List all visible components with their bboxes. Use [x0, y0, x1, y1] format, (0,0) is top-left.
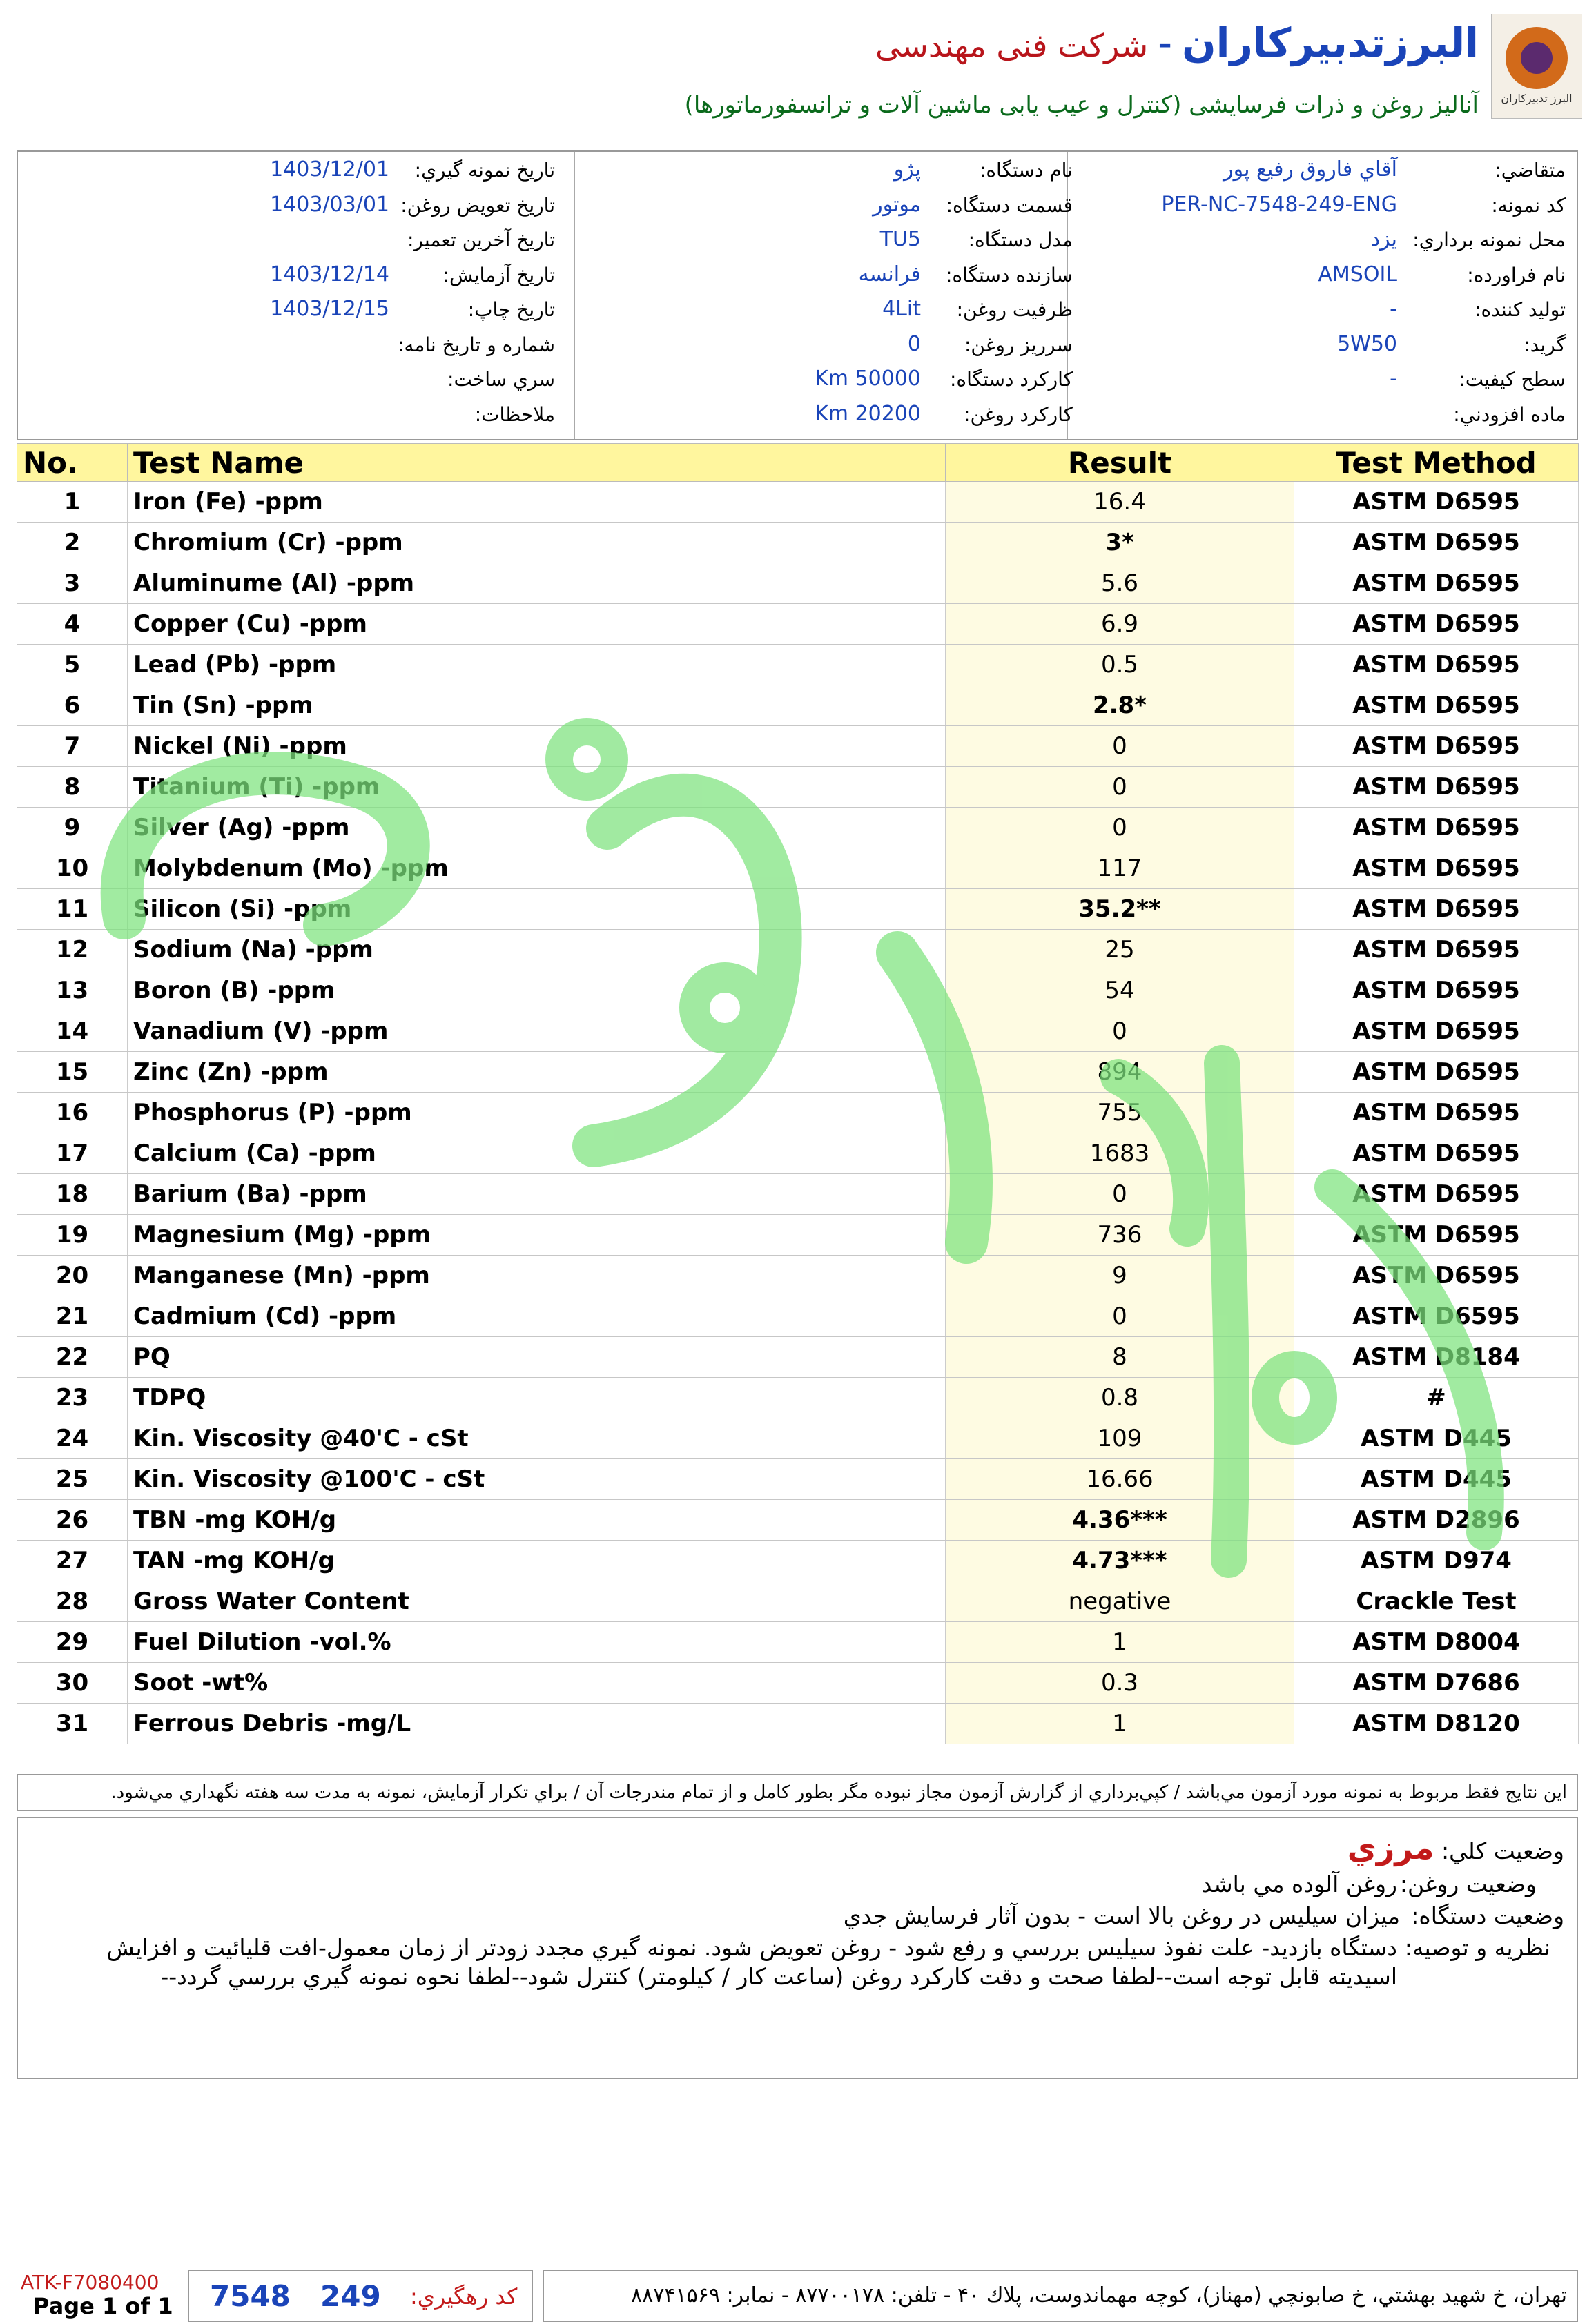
result-value: 0	[946, 1011, 1294, 1052]
info-col1-value-6: 5W50	[1337, 331, 1397, 356]
test-name: Soot -wt%	[128, 1663, 946, 1704]
test-method: ASTM D6595	[1294, 970, 1579, 1011]
col-header-test-name: Test Name	[128, 444, 946, 482]
test-method: ASTM D6595	[1294, 1052, 1579, 1093]
info-col2-value-6: 0	[907, 331, 921, 356]
result-value: 54	[946, 970, 1294, 1011]
table-row	[17, 1663, 1579, 1704]
row-number: 22	[17, 1337, 128, 1378]
sample-info-box	[17, 150, 1578, 440]
info-col3-value-4: 1403/12/14	[270, 262, 389, 286]
result-value: negative	[946, 1581, 1294, 1622]
info-col3-label-4: تاريخ آزمايش:	[442, 263, 555, 286]
table-row	[17, 1133, 1579, 1174]
row-number: 14	[17, 1011, 128, 1052]
test-method: ASTM D6595	[1294, 1093, 1579, 1133]
row-number: 24	[17, 1418, 128, 1459]
row-number: 7	[17, 726, 128, 767]
table-row	[17, 1174, 1579, 1215]
test-method: ASTM D8004	[1294, 1622, 1579, 1663]
result-value: 4.36***	[946, 1500, 1294, 1541]
row-number: 27	[17, 1541, 128, 1581]
advice-line-1: دستگاه بازديد- علت نفوذ سيليس بررسي و رفع شود - روغن تعويض شود. نمونه گيري مجدد زودتر از زمان معمول-افت قليائيت و افزايش	[106, 1934, 1397, 1961]
info-col2-label-4: سازنده دستگاه:	[945, 263, 1073, 286]
test-method: ASTM D6595	[1294, 1256, 1579, 1296]
row-number: 23	[17, 1378, 128, 1418]
table-row	[17, 645, 1579, 685]
comments-box	[17, 1817, 1578, 2079]
test-name: Ferrous Debris -mg/L	[128, 1704, 946, 1744]
row-number: 29	[17, 1622, 128, 1663]
table-row	[17, 930, 1579, 970]
col-header-result: Result	[946, 444, 1294, 482]
result-value: 894	[946, 1052, 1294, 1093]
info-col3-label-7: سري ساخت:	[447, 368, 555, 391]
result-value: 25	[946, 930, 1294, 970]
info-col3-value-1: 1403/12/01	[270, 157, 389, 182]
info-col3-label-2: تاريخ تعويض روغن:	[400, 193, 555, 217]
table-row	[17, 1011, 1579, 1052]
company-type: شرکت فنی مهندسی	[875, 27, 1149, 64]
row-number: 10	[17, 848, 128, 889]
info-col1-label-3: محل نمونه برداري:	[1412, 228, 1566, 251]
row-number: 9	[17, 808, 128, 848]
test-name: Sodium (Na) -ppm	[128, 930, 946, 970]
results-table-body	[17, 482, 1579, 1744]
tracking-label: كد رهگيري:	[410, 2283, 518, 2310]
disclaimer: اين نتايج فقط مربوط به نمونه مورد آزمون مي‌باشد / كپي‌برداري از گزارش آزمون مجاز نبوده مگر بطور كامل و از تمام مندرجات آن / براي تكرار آزمايش، نمونه به مدت سه هفته نگهداري مي‌شود.	[17, 1774, 1578, 1811]
table-row	[17, 767, 1579, 808]
device-status-value: ميزان سيليس در روغن بالا است - بدون آثار فرسايش جدي	[843, 1902, 1400, 1929]
table-row	[17, 970, 1579, 1011]
info-col1-label-8: ماده افزودني:	[1453, 402, 1566, 426]
row-number: 4	[17, 604, 128, 645]
row-number: 13	[17, 970, 128, 1011]
info-col2-value-3: TU5	[879, 227, 921, 251]
table-row	[17, 563, 1579, 604]
info-col2-value-2: موتور	[873, 192, 921, 217]
overall-status-label: وضعيت كلي:	[1441, 1837, 1564, 1864]
row-number: 8	[17, 767, 128, 808]
test-method: ASTM D6595	[1294, 848, 1579, 889]
test-method: ASTM D6595	[1294, 604, 1579, 645]
info-col2-label-8: كاركرد روغن:	[964, 402, 1073, 426]
test-name: Magnesium (Mg) -ppm	[128, 1215, 946, 1256]
test-name: Vanadium (V) -ppm	[128, 1011, 946, 1052]
info-col3-label-5: تاريخ چاپ:	[467, 298, 555, 321]
result-value: 0.8	[946, 1378, 1294, 1418]
row-number: 11	[17, 889, 128, 930]
test-method: Crackle Test	[1294, 1581, 1579, 1622]
test-method: ASTM D6595	[1294, 685, 1579, 726]
test-method: ASTM D445	[1294, 1459, 1579, 1500]
col-header-test-method: Test Method	[1294, 444, 1579, 482]
row-number: 31	[17, 1704, 128, 1744]
test-name: Iron (Fe) -ppm	[128, 482, 946, 523]
table-row	[17, 1704, 1579, 1744]
tracking-code-box	[188, 2270, 533, 2322]
row-number: 6	[17, 685, 128, 726]
test-method: ASTM D6595	[1294, 645, 1579, 685]
result-value: 3*	[946, 523, 1294, 563]
test-method: ASTM D2896	[1294, 1500, 1579, 1541]
test-method: ASTM D7686	[1294, 1663, 1579, 1704]
brand-separator: -	[1158, 19, 1173, 66]
result-value: 9	[946, 1256, 1294, 1296]
company-logo	[1491, 14, 1582, 119]
info-col2-label-6: سرريز روغن:	[964, 333, 1073, 356]
test-method: ASTM D6595	[1294, 1011, 1579, 1052]
info-col1-label-6: گريد:	[1524, 333, 1566, 356]
test-name: TAN -mg KOH/g	[128, 1541, 946, 1581]
page-number: Page 1 of 1	[33, 2293, 173, 2319]
row-number: 2	[17, 523, 128, 563]
result-value: 1	[946, 1622, 1294, 1663]
info-col1-label-1: متقاضي:	[1495, 159, 1566, 182]
test-method: ASTM D445	[1294, 1418, 1579, 1459]
result-value: 0	[946, 1174, 1294, 1215]
row-number: 21	[17, 1296, 128, 1337]
table-row	[17, 1500, 1579, 1541]
info-col1-label-2: كد نمونه:	[1491, 193, 1566, 217]
table-row	[17, 1052, 1579, 1093]
info-col1-value-3: يزد	[1370, 227, 1397, 251]
table-row	[17, 1581, 1579, 1622]
advice-label: نظريه و توصيه:	[1404, 1934, 1550, 1961]
test-method: ASTM D6595	[1294, 1174, 1579, 1215]
test-method: ASTM D6595	[1294, 482, 1579, 523]
test-name: Aluminume (Al) -ppm	[128, 563, 946, 604]
test-name: Chromium (Cr) -ppm	[128, 523, 946, 563]
table-row	[17, 1093, 1579, 1133]
test-method: ASTM D6595	[1294, 1215, 1579, 1256]
result-value: 0	[946, 1296, 1294, 1337]
result-value: 2.8*	[946, 685, 1294, 726]
table-row	[17, 808, 1579, 848]
info-col2-label-1: نام دستگاه:	[979, 159, 1073, 182]
table-row	[17, 848, 1579, 889]
info-col2-label-3: مدل دستگاه:	[968, 228, 1073, 251]
info-col2-label-5: ظرفيت روغن:	[956, 298, 1073, 321]
info-col1-value-4: AMSOIL	[1318, 262, 1397, 286]
info-col3-value-5: 1403/12/15	[270, 297, 389, 321]
info-col1-value-1: آقاي فاروق رفيع پور	[1223, 157, 1397, 182]
test-name: TDPQ	[128, 1378, 946, 1418]
test-name: Calcium (Ca) -ppm	[128, 1133, 946, 1174]
row-number: 15	[17, 1052, 128, 1093]
table-row	[17, 1418, 1579, 1459]
table-row	[17, 1459, 1579, 1500]
test-name: Kin. Viscosity @40'C - cSt	[128, 1418, 946, 1459]
test-method: ASTM D974	[1294, 1541, 1579, 1581]
brand-line	[875, 19, 1479, 66]
test-name: Gross Water Content	[128, 1581, 946, 1622]
row-number: 28	[17, 1581, 128, 1622]
test-name: Tin (Sn) -ppm	[128, 685, 946, 726]
result-value: 6.9	[946, 604, 1294, 645]
info-col3-label-8: ملاحظات:	[474, 402, 555, 426]
result-value: 0.3	[946, 1663, 1294, 1704]
info-column-divider	[574, 152, 575, 439]
info-col2-value-5: 4Lit	[882, 297, 921, 321]
table-row	[17, 726, 1579, 767]
row-number: 20	[17, 1256, 128, 1296]
row-number: 17	[17, 1133, 128, 1174]
info-col2-value-7: 50000 Km	[815, 367, 921, 391]
device-status-label: وضعيت دستگاه:	[1411, 1902, 1564, 1929]
info-col3-value-2: 1403/03/01	[270, 192, 389, 217]
test-name: PQ	[128, 1337, 946, 1378]
info-col2-value-1: پژو	[893, 157, 921, 182]
info-col1-value-5: -	[1390, 297, 1397, 321]
info-col3-label-1: تاريخ نمونه گيري:	[414, 159, 555, 182]
result-value: 117	[946, 848, 1294, 889]
row-number: 3	[17, 563, 128, 604]
test-method: ASTM D6595	[1294, 1133, 1579, 1174]
table-row	[17, 889, 1579, 930]
table-row	[17, 482, 1579, 523]
result-value: 1	[946, 1704, 1294, 1744]
test-method: ASTM D6595	[1294, 523, 1579, 563]
table-row	[17, 523, 1579, 563]
table-row	[17, 1378, 1579, 1418]
test-name: Kin. Viscosity @100'C - cSt	[128, 1459, 946, 1500]
test-method: ASTM D6595	[1294, 808, 1579, 848]
col-header-no: No.	[17, 444, 128, 482]
test-name: Manganese (Mn) -ppm	[128, 1256, 946, 1296]
test-method: #	[1294, 1378, 1579, 1418]
test-method: ASTM D6595	[1294, 563, 1579, 604]
info-col1-label-7: سطح كيفيت:	[1459, 368, 1566, 391]
test-name: Fuel Dilution -vol.%	[128, 1622, 946, 1663]
info-col2-label-2: قسمت دستگاه:	[946, 193, 1073, 217]
test-method: ASTM D6595	[1294, 1296, 1579, 1337]
table-row	[17, 1622, 1579, 1663]
result-value: 109	[946, 1418, 1294, 1459]
table-row	[17, 1215, 1579, 1256]
result-value: 0	[946, 808, 1294, 848]
info-col2-value-4: فرانسه	[858, 262, 921, 286]
result-value: 736	[946, 1215, 1294, 1256]
company-address: تهران، خ شهيد بهشتي، خ صابونچي (مهناز)، كوچه مهماندوست، پلاك ۴۰ - تلفن: ۸۷۷۰۰۱۷۸ - نمابر: ۸۸۷۴۱۵۶۹	[543, 2270, 1578, 2322]
info-col3-label-3: تاريخ آخرين تعمير:	[407, 228, 555, 251]
test-method: ASTM D6595	[1294, 726, 1579, 767]
table-row	[17, 685, 1579, 726]
logo-caption: البرز تدبیرکاران	[1501, 92, 1573, 105]
info-col2-value-8: 20200 Km	[815, 401, 921, 426]
info-col1-value-7: -	[1390, 367, 1397, 391]
overall-status-value: مرزي	[1347, 1829, 1434, 1866]
row-number: 25	[17, 1459, 128, 1500]
table-row	[17, 1296, 1579, 1337]
table-row	[17, 1256, 1579, 1296]
result-value: 0	[946, 726, 1294, 767]
test-name: Silicon (Si) -ppm	[128, 889, 946, 930]
test-method: ASTM D8120	[1294, 1704, 1579, 1744]
tracking-number-a: 249	[320, 2279, 381, 2313]
row-number: 5	[17, 645, 128, 685]
test-name: Silver (Ag) -ppm	[128, 808, 946, 848]
result-value: 16.66	[946, 1459, 1294, 1500]
table-row	[17, 1541, 1579, 1581]
test-name: Molybdenum (Mo) -ppm	[128, 848, 946, 889]
row-number: 26	[17, 1500, 128, 1541]
result-value: 8	[946, 1337, 1294, 1378]
test-name: Barium (Ba) -ppm	[128, 1174, 946, 1215]
result-value: 4.73***	[946, 1541, 1294, 1581]
result-value: 0.5	[946, 645, 1294, 685]
test-name: Cadmium (Cd) -ppm	[128, 1296, 946, 1337]
info-col1-value-2: PER-NC-7548-249-ENG	[1161, 192, 1397, 217]
result-value: 1683	[946, 1133, 1294, 1174]
info-col3-label-6: شماره و تاريخ نامه:	[397, 333, 555, 356]
result-value: 0	[946, 767, 1294, 808]
info-col1-label-5: توليد كننده:	[1475, 298, 1566, 321]
row-number: 19	[17, 1215, 128, 1256]
test-name: Lead (Pb) -ppm	[128, 645, 946, 685]
test-name: TBN -mg KOH/g	[128, 1500, 946, 1541]
row-number: 1	[17, 482, 128, 523]
test-name: Zinc (Zn) -ppm	[128, 1052, 946, 1093]
test-name: Titanium (Ti) -ppm	[128, 767, 946, 808]
test-name: Copper (Cu) -ppm	[128, 604, 946, 645]
row-number: 18	[17, 1174, 128, 1215]
test-method: ASTM D6595	[1294, 767, 1579, 808]
row-number: 12	[17, 930, 128, 970]
test-name: Boron (B) -ppm	[128, 970, 946, 1011]
table-row	[17, 604, 1579, 645]
test-name: Nickel (Ni) -ppm	[128, 726, 946, 767]
table-header-row	[17, 444, 1579, 482]
result-value: 5.6	[946, 563, 1294, 604]
test-name: Phosphorus (P) -ppm	[128, 1093, 946, 1133]
table-row	[17, 1337, 1579, 1378]
test-method: ASTM D6595	[1294, 930, 1579, 970]
test-method: ASTM D6595	[1294, 889, 1579, 930]
brand-name: البرزتدبيرکاران	[1182, 19, 1479, 66]
result-value: 755	[946, 1093, 1294, 1133]
info-col1-label-4: نام فراورده:	[1467, 263, 1566, 286]
report-subtitle: آنالیز روغن و ذرات فرسایشی (کنترل و عیب یابی ماشین آلات و ترانسفورماتورها)	[684, 91, 1479, 119]
result-value: 16.4	[946, 482, 1294, 523]
oil-status-value: روغن آلوده مي باشد	[1201, 1871, 1397, 1897]
advice-line-2: اسيديته قابل توجه است--لطفا صحت و دقت كاركرد روغن (ساعت كار / كيلومتر) كنترل شود--لطفا نحوه نمونه گيري بررسي گردد--	[160, 1963, 1397, 1990]
oil-status-label: وضعيت روغن:	[1399, 1871, 1537, 1897]
test-method: ASTM D8184	[1294, 1337, 1579, 1378]
row-number: 16	[17, 1093, 128, 1133]
tracking-number-b: 7548	[210, 2279, 291, 2313]
results-table	[17, 443, 1579, 1744]
overall-status-row	[1347, 1829, 1564, 1866]
result-value: 35.2**	[946, 889, 1294, 930]
info-col2-label-7: كاركرد دستگاه:	[949, 368, 1073, 391]
row-number: 30	[17, 1663, 128, 1704]
form-code: ATK-F7080400	[21, 2271, 159, 2294]
